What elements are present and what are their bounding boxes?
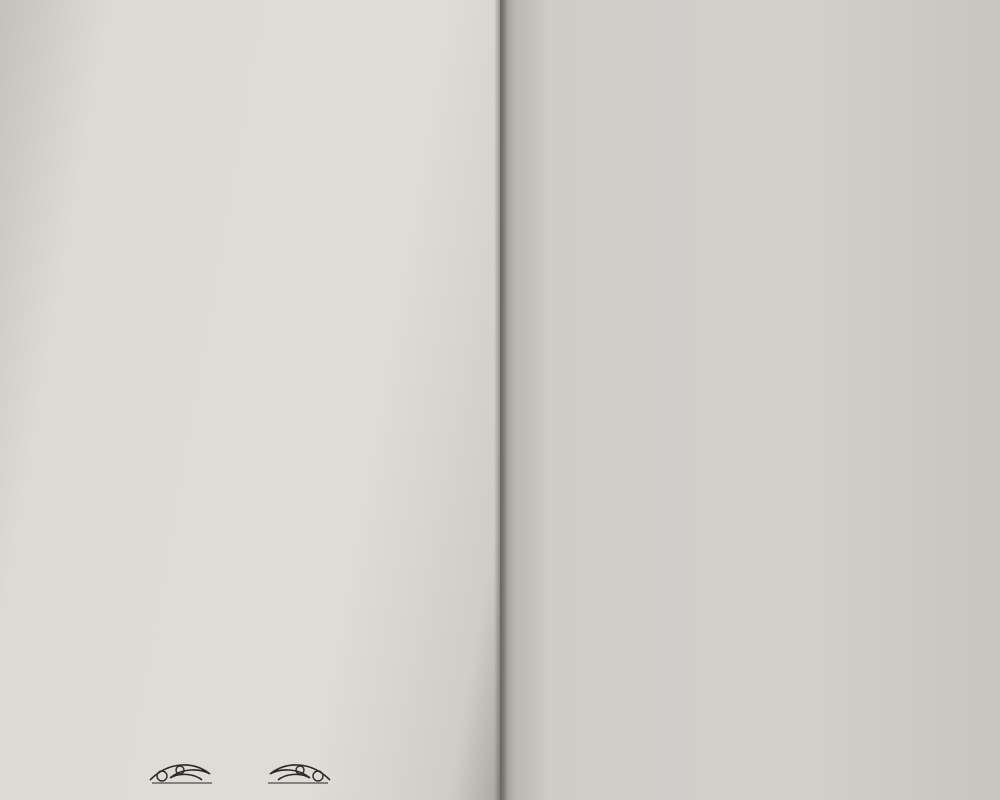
page-folio <box>140 750 340 790</box>
book-gutter <box>494 0 508 800</box>
right-page <box>500 0 1000 800</box>
folio-ornament-icon <box>140 750 340 790</box>
